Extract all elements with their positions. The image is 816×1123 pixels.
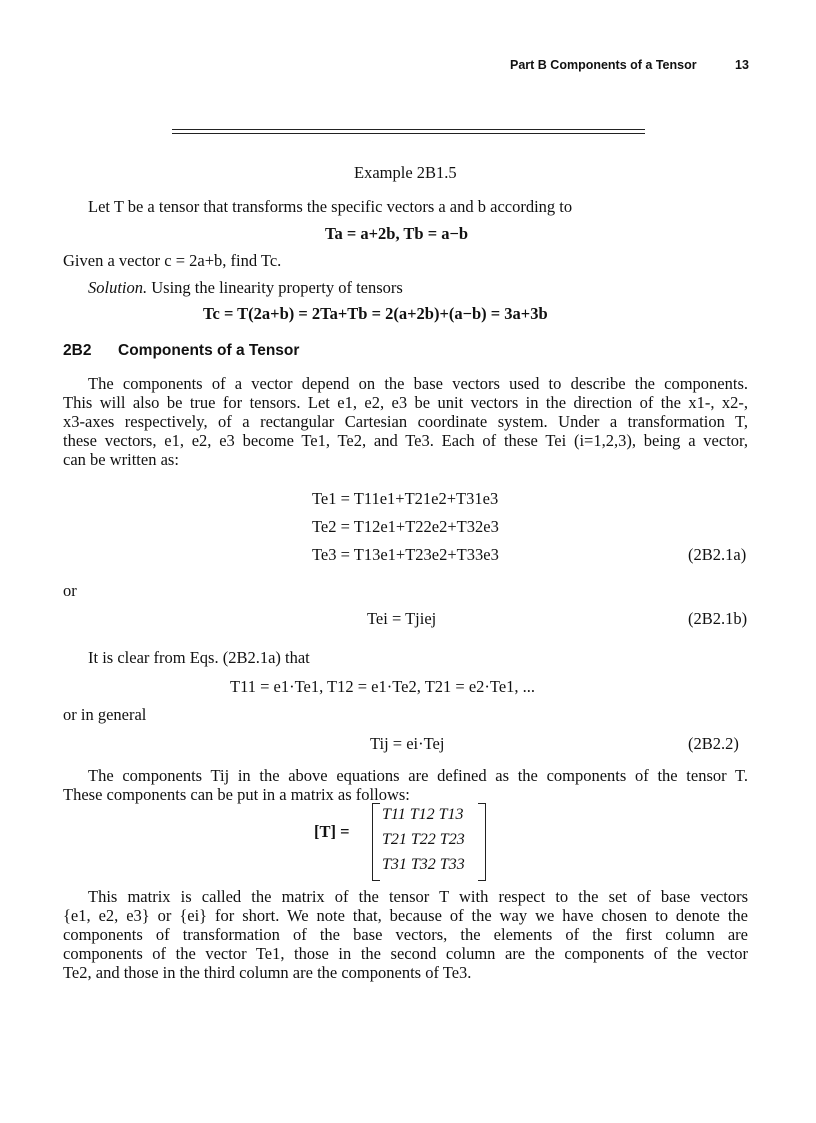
clear-from-text: It is clear from Eqs. (2B2.1a) that <box>88 648 310 667</box>
matrix-row-3: T31 T32 T33 <box>382 856 465 873</box>
section-title: Components of a Tensor <box>118 342 300 359</box>
paragraph-2-line-2: These components can be put in a matrix as follows: <box>63 785 410 804</box>
solution-text: Using the linearity property of tensors <box>151 278 403 297</box>
page-number: 13 <box>735 58 749 72</box>
paragraph-1-line-3: x3-axes respectively, of a rectangular Cartesian coordinate system. Under a transformation T, <box>63 412 748 431</box>
equation-label-2b2-1b: (2B2.1b) <box>688 609 748 628</box>
top-rule <box>172 129 645 130</box>
equation-te3: Te3 = T13e1+T23e2+T33e3 <box>312 545 499 564</box>
example-equation-1: Ta = a+2b, Tb = a−b <box>325 224 469 243</box>
equation-te1: Te1 = T11e1+T21e2+T31e3 <box>312 489 499 508</box>
running-header: Part B Components of a Tensor <box>510 58 697 72</box>
or-text-1: or <box>63 581 77 600</box>
equation-label-2b2-2: (2B2.2) <box>688 734 739 753</box>
matrix-row-2: T21 T22 T23 <box>382 831 465 848</box>
equation-label-2b2-1a: (2B2.1a) <box>688 545 747 564</box>
equation-2b2-2: Tij = ei·Tej <box>370 734 445 753</box>
equation-components: T11 = e1·Te1, T12 = e1·Te2, T21 = e2·Te1, ... <box>230 677 536 696</box>
paragraph-3-line-4: components of the vector Te1, those in the second column are the components of the vector <box>63 944 748 963</box>
solution-line <box>88 278 403 297</box>
paragraph-1-line-4: these vectors, e1, e2, e3 become Te1, Te2, and Te3. Each of these Tei (i=1,2,3), being a vector, <box>63 431 748 450</box>
matrix-row-1: T11 T12 T13 <box>382 806 464 823</box>
paragraph-1-line-1: The components of a vector depend on the base vectors used to describe the components. <box>88 374 748 393</box>
matrix-label: [T] = <box>314 822 350 841</box>
section-number: 2B2 <box>63 342 92 359</box>
equation-te2: Te2 = T12e1+T22e2+T32e3 <box>312 517 499 536</box>
tensor-matrix <box>372 803 486 881</box>
example-line2: Given a vector c = 2a+b, find Tc. <box>63 251 282 270</box>
example-equation-2: Tc = T(2a+b) = 2Ta+Tb = 2(a+2b)+(a−b) = 3a+3b <box>203 304 548 323</box>
example-line1: Let T be a tensor that transforms the specific vectors a and b according to <box>88 197 573 216</box>
solution-label: Solution. <box>88 278 148 297</box>
paragraph-2-line-1: The components Tij in the above equations are defined as the components of the tensor T. <box>88 766 748 785</box>
top-rule-2 <box>172 133 645 134</box>
paragraph-1-line-5: can be written as: <box>63 450 179 469</box>
paragraph-3-line-2: {e1, e2, e3} or {ei} for short. We note that, because of the way we have chosen to denote the <box>63 906 748 925</box>
paragraph-3-line-3: components of transformation of the base vectors, the elements of the first column are <box>63 925 748 944</box>
example-title: Example 2B1.5 <box>354 163 457 182</box>
paragraph-1-line-2: This will also be true for tensors. Let e1, e2, e3 be unit vectors in the direction of the x1-, x2-, <box>63 393 748 412</box>
or-in-general-text: or in general <box>63 705 147 724</box>
paragraph-3-line-1: This matrix is called the matrix of the tensor T with respect to the set of base vectors <box>88 887 748 906</box>
equation-2b2-1b: Tei = Tjiej <box>367 609 437 628</box>
paragraph-3-line-5: Te2, and those in the third column are the components of Te3. <box>63 963 472 982</box>
